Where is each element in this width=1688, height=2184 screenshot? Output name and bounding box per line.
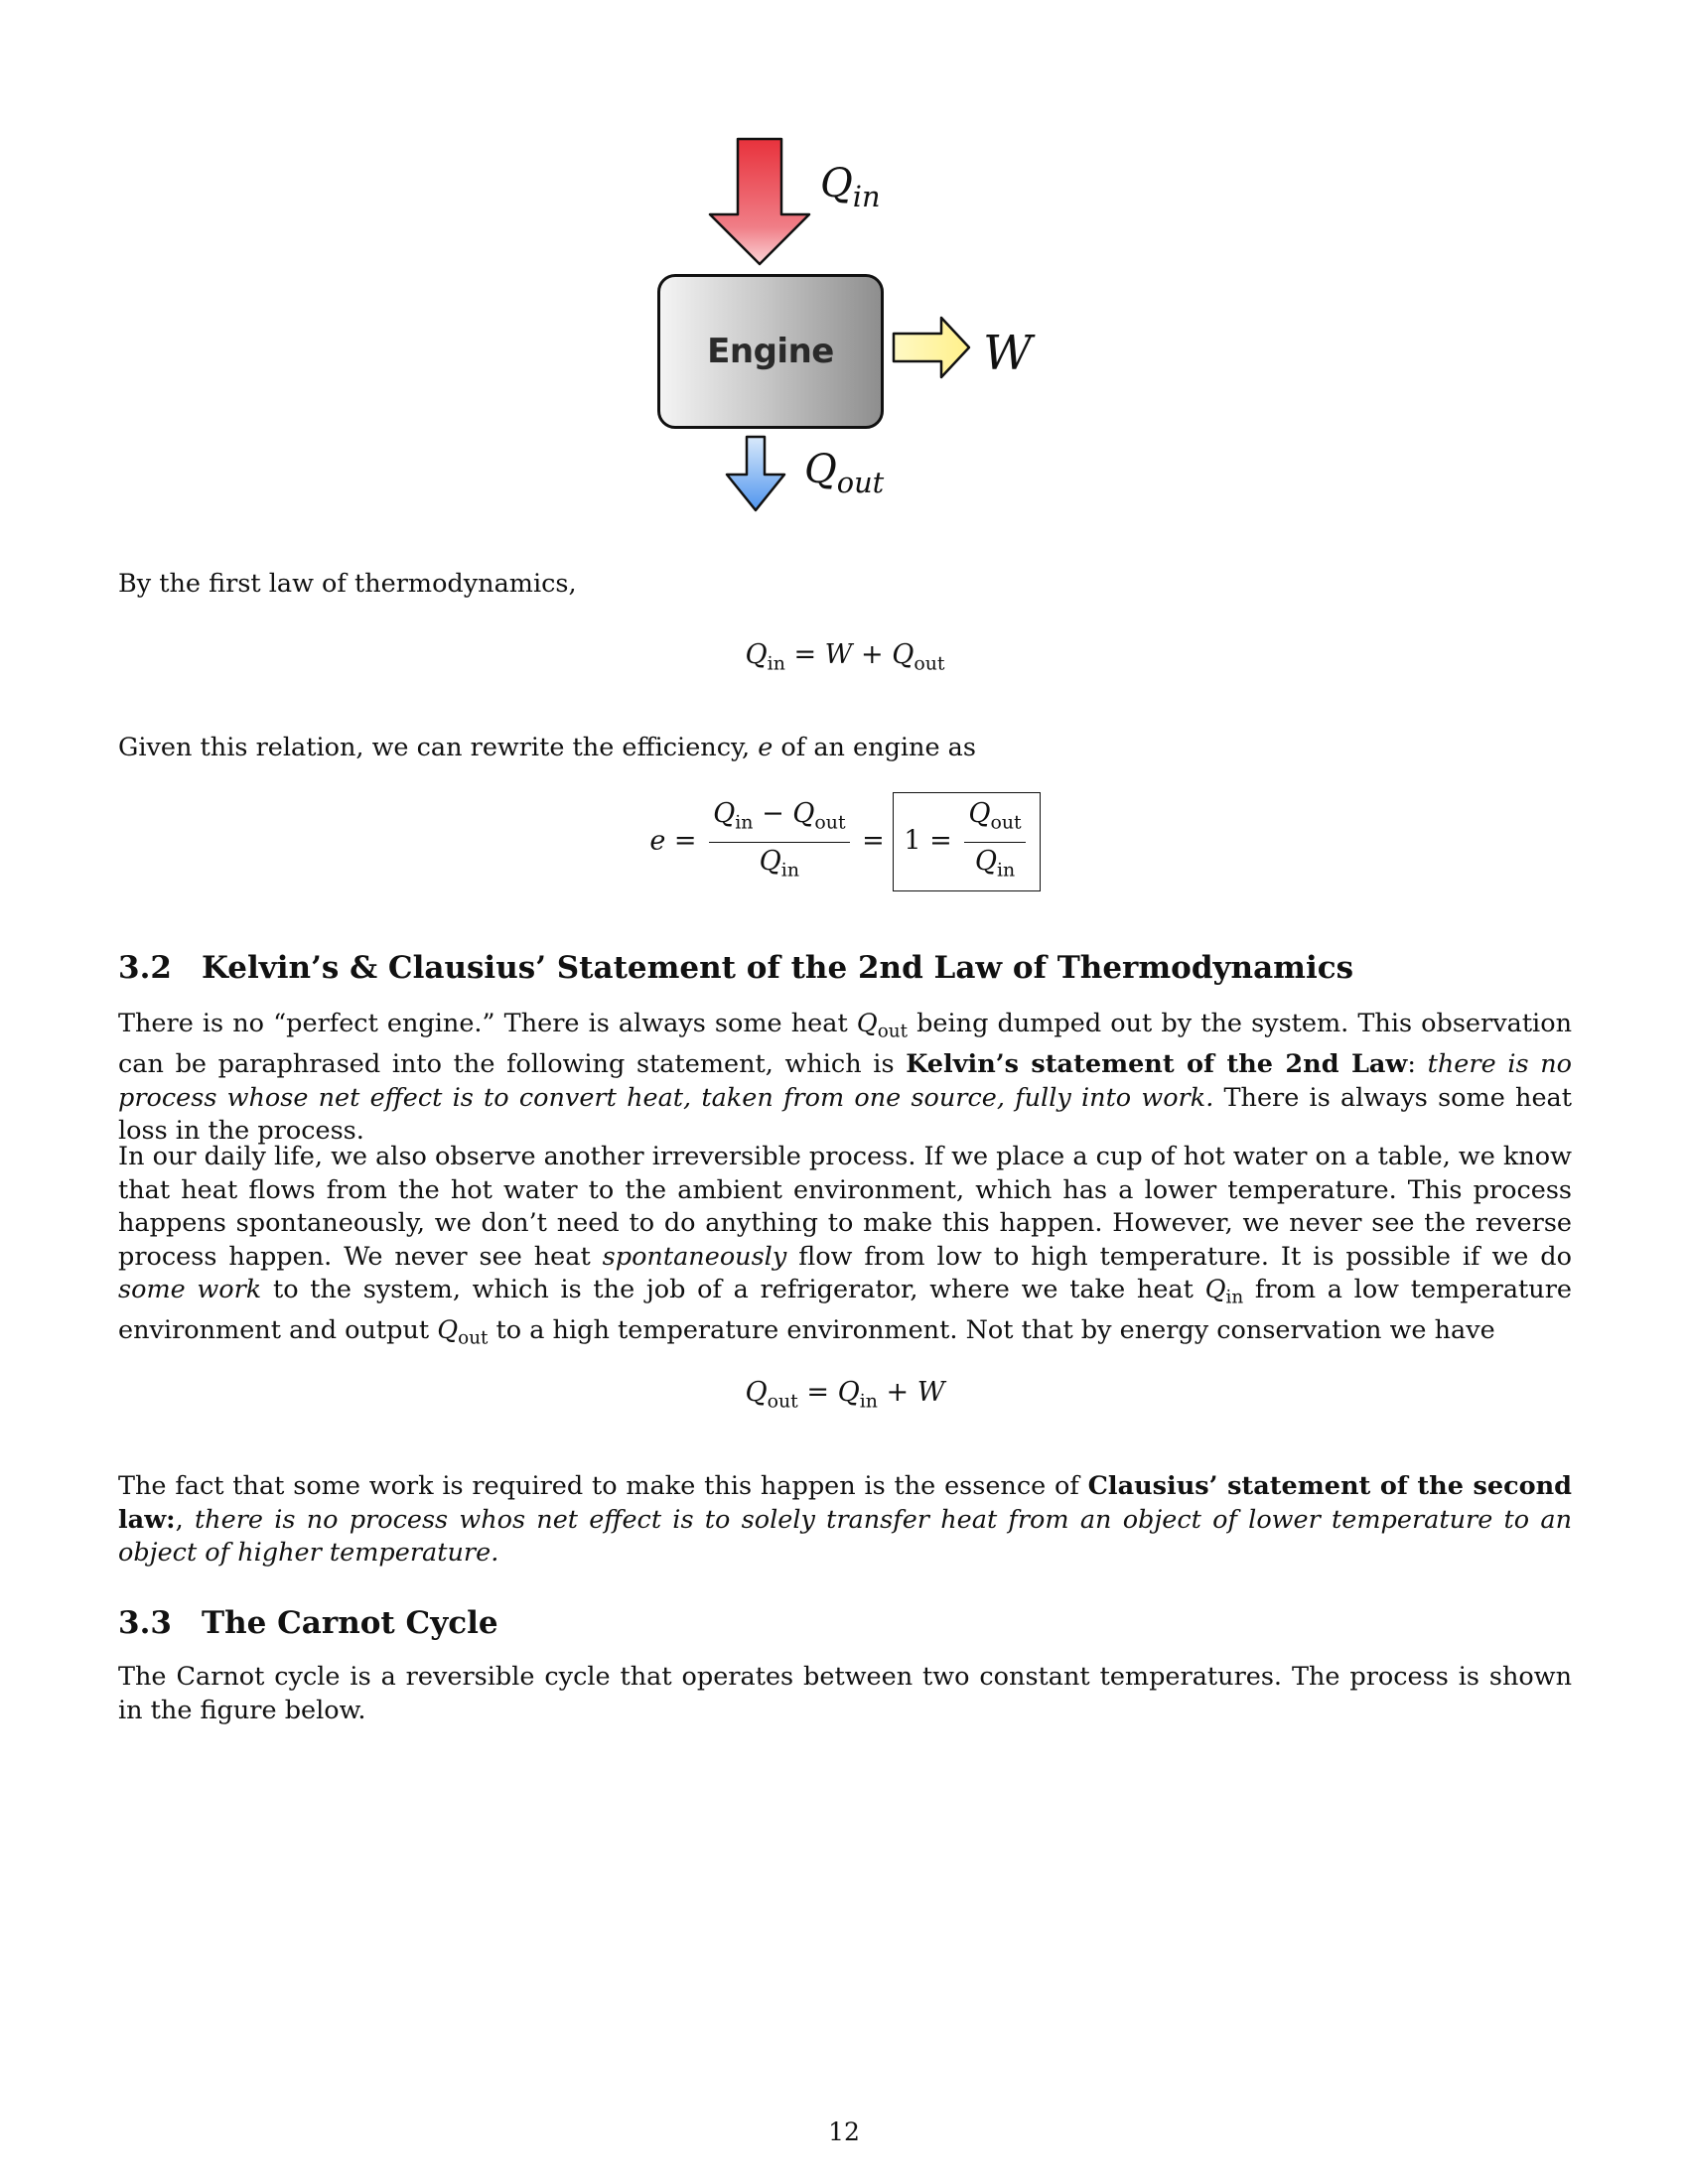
efficiency-fraction: $\frac{Q_{in} - Q_{out}}{Q_{in}}$ xyxy=(709,797,849,887)
heat-in-arrow xyxy=(710,139,809,264)
heat-in-label: $Q_{in}$ xyxy=(820,161,881,214)
kelvin-paragraph: There is no “perfect engine.” There is always some heat $Q_{out}$ being dumped out by the system. This observation can be paraphrased into the following statement, which is Kelvin’s statement of the 2nd Law: there is no process whose net effect is to convert heat, taken from one source, fully into work. There is always some heat loss in the process. xyxy=(118,1009,1572,1146)
heat-out-label: $Q_{out}$ xyxy=(804,447,885,500)
engine-label: Engine xyxy=(707,332,834,371)
first-law-equation: $Q_{in} = W + Q_{out}$ xyxy=(745,639,945,675)
first-law-intro: By the first law of thermodynamics, xyxy=(118,569,577,599)
section-heading-3-2: 3.2 Kelvin’s & Clausius’ Statement of the 2nd Law of Thermodynamics xyxy=(118,950,1354,986)
page-number: 12 xyxy=(828,2117,860,2146)
heat-out-arrow xyxy=(727,437,784,510)
engine-box xyxy=(657,274,884,429)
efficiency-intro: Given this relation, we can rewrite the efficiency, e of an engine as xyxy=(118,733,976,762)
carnot-paragraph: The Carnot cycle is a reversible cycle that operates between two constant temperatures. The process is shown in the figure below. xyxy=(118,1662,1572,1725)
daily-life-paragraph: In our daily life, we also observe another irreversible process. If we place a cup of hot water on a table, we know that heat flows from the hot water to the ambient environment, which has a lower temperature. This process happens spontaneously, we don’t need to do anything to make this happen. However, we never see the reverse process happen. We never see heat spontaneously flow from low to high temperature. It is possible if we do some work to the system, which is the job of a refrigerator, where we take heat $Q_{in}$ from a low temperature environment and output $Q_{out}$ to a high temperature environment. Not that by energy conservation we have xyxy=(118,1142,1572,1349)
energy-conservation-equation: $Q_{out} = Q_{in} + W$ xyxy=(745,1377,945,1413)
heat-engine-diagram xyxy=(635,129,1092,526)
work-label: W xyxy=(983,326,1033,381)
clausius-paragraph: The fact that some work is required to make this happen is the essence of Clausius’ statement of the second law:, there is no process whos net effect is to solely transfer heat from an object of lower temperature to an object of higher temperature. xyxy=(118,1471,1573,1568)
efficiency-result-box: 1 = $\frac{Q_{out}}{Q_{in}}$ xyxy=(893,792,1040,891)
section-heading-3-3: 3.3 The Carnot Cycle xyxy=(118,1605,498,1641)
efficiency-equation: e = $\frac{Q_{in} - Q_{out}}{Q_{in}}$ = 1 = $\frac{Q_{out}}{Q_{in}}$ xyxy=(118,792,1572,891)
work-arrow xyxy=(894,318,969,377)
